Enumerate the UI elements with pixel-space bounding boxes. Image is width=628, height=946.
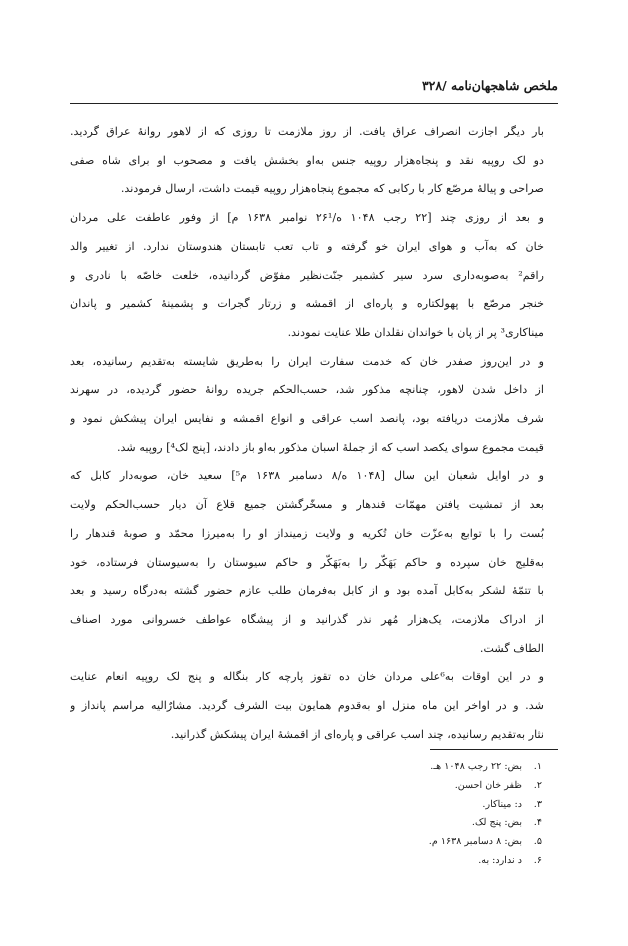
paragraph bbox=[70, 118, 558, 204]
footnote-number: ۴. bbox=[533, 817, 542, 829]
footnote-text: د ندارد: به. bbox=[478, 854, 522, 866]
main-text bbox=[70, 118, 558, 749]
footnotes bbox=[200, 758, 542, 871]
paragraph bbox=[70, 348, 558, 463]
footnote-number: ۶. bbox=[533, 854, 542, 866]
text-line: قیمت مجموع سوای یکصد اسب که از جملهٔ اسبان مذکور به‌او باز دادند، [پنج لک⁴] روپیه شد. bbox=[116, 440, 544, 454]
text-line: شد. و در اواخر این ماه منزل او به‌قدوم همایون بیت الشرف گردید. مشارٌالیه مراسم پانداز و bbox=[70, 699, 544, 713]
text-line: دو لک روپیه نقد و پنجاه‌هزار روپیه جنس به‌او بخشش یافت و مصحوب او برای شاه صفی bbox=[70, 153, 544, 167]
text-line: بعد از تمشیت یافتن مهمّات قندهار و مسخّرگشتن جمیع قلاع آن دیار حسب‌الحکم ولایت bbox=[70, 498, 544, 512]
footnote-divider bbox=[430, 749, 558, 750]
text-line: بُست را با توابع به‌عزّت خان تُکریه و ولایت زمینداز او را به‌میرزا محمّد و صوبهٔ قندهار را bbox=[70, 526, 544, 540]
text-line: با تتمّهٔ لشکر به‌کابل آمده بود و از کابل به‌فرمان طلب عازم حضور گشته به‌درگاه رسید و بعد bbox=[70, 584, 544, 598]
text-line: الطاف گشت. bbox=[479, 641, 544, 655]
footnote-number: ۲. bbox=[533, 779, 542, 791]
footnote-text: ظفر خان احسن. bbox=[454, 779, 522, 791]
footnote-item bbox=[200, 833, 542, 852]
footnote-item bbox=[200, 852, 542, 871]
text-line: نثار به‌تقدیم رسانیده، چند اسب عراقی و پاره‌ای از اقمشهٔ ایران پیشکش گذرانید. bbox=[170, 727, 544, 741]
footnote-text: د: میناکار. bbox=[482, 798, 522, 810]
text-line: و در این‌روز صفدر خان که خدمت سفارت ایران را به‌طریق شایسته به‌تقدیم رسانیده، بعد bbox=[70, 354, 544, 368]
footnote-item bbox=[200, 758, 542, 777]
paragraph bbox=[70, 663, 558, 749]
running-header: ملخص شاهجهان‌نامه /۳۲۸ bbox=[421, 78, 558, 93]
text-line: به‌قلیج خان سپرده و حاکم بَهَکّر را به‌بَهَکّر و حاکم سیوستان را به‌سیوستان فرستاده، خود bbox=[70, 555, 544, 569]
text-line: از ادراک ملازمت، یک‌هزار مُهر نذر گذرانید و از پیشگاه عواطف خسروانی مورد اصناف bbox=[70, 612, 544, 626]
text-line: میناکاری³ پر از پان با خواندان نقلدان طلا عنایت نمودند. bbox=[287, 325, 544, 339]
footnote-item bbox=[200, 814, 542, 833]
footnote-number: ۵. bbox=[533, 836, 542, 848]
footnote-item bbox=[200, 796, 542, 815]
footnote-number: ۳. bbox=[533, 798, 542, 810]
paragraph bbox=[70, 462, 558, 663]
text-line: و بعد از روزی چند [۲۲ رجب ۱۰۴۸ ه/۲۶¹ نوامبر ۱۶۳۸ م] از وفور عاطفت علی مردان bbox=[70, 211, 545, 225]
text-line: خان که به‌آب و هوای ایران خو گرفته و تاب تعب تابستان هندوستان ندارد. از تغییر والد bbox=[70, 239, 544, 253]
text-line: شرف ملازمت دریافته بود، پانصد اسب عراقی و انواع اقمشه و نفایس ایران پیشکش نمود و bbox=[70, 412, 544, 426]
text-line: خنجر مرصّع با پهولکتاره و پاره‌ای از اقمشه و زرتار گجرات و پشمینهٔ کشمیر و پاندان bbox=[70, 297, 544, 311]
text-line: صراحی و پیالهٔ مرصّع کار با رکابی که مجموع پنجاه‌هزار روپیه قیمت داشت، ارسال فرمودند. bbox=[120, 182, 544, 196]
text-line: بار دیگر اجازت انصراف عراق یافت. از روز ملازمت تا روزی که از لاهور روانهٔ عراق گردید. bbox=[70, 125, 544, 138]
text-line: راقم² به‌صوبه‌داری سرد سیر کشمیر جنّت‌نظیر مفوّض گردانیده، خلعت خاصّه با نادری و bbox=[70, 268, 544, 282]
footnote-number: ۱. bbox=[533, 761, 542, 772]
text-line: و در اوایل شعبان این سال [۱۰۴۸ ه/۸ دسامبر ۱۶۳۸ م⁵] سعید خان، صوبه‌دار کابل که bbox=[70, 469, 545, 483]
text-line: و در این اوقات به⁶علی مردان خان ده تقوز پارچه کار بنگاله و پنج لک روپیه انعام عنایت bbox=[70, 670, 544, 684]
footnote-text: بض: ۲۲ رجب ۱۰۴۸ هـ. bbox=[430, 761, 522, 772]
paragraph bbox=[70, 204, 558, 348]
footnote-text: بض: پنج لک. bbox=[471, 817, 522, 829]
footnote-item bbox=[200, 777, 542, 796]
footnote-text: بض: ۸ دسامبر ۱۶۳۸ م. bbox=[428, 836, 522, 848]
text-line: از داخل شدن لاهور، چنانچه مذکور شد، حسب‌الحکم جریده روانهٔ حضور گردیده، در سهرند bbox=[70, 383, 544, 397]
header-divider bbox=[70, 103, 558, 104]
